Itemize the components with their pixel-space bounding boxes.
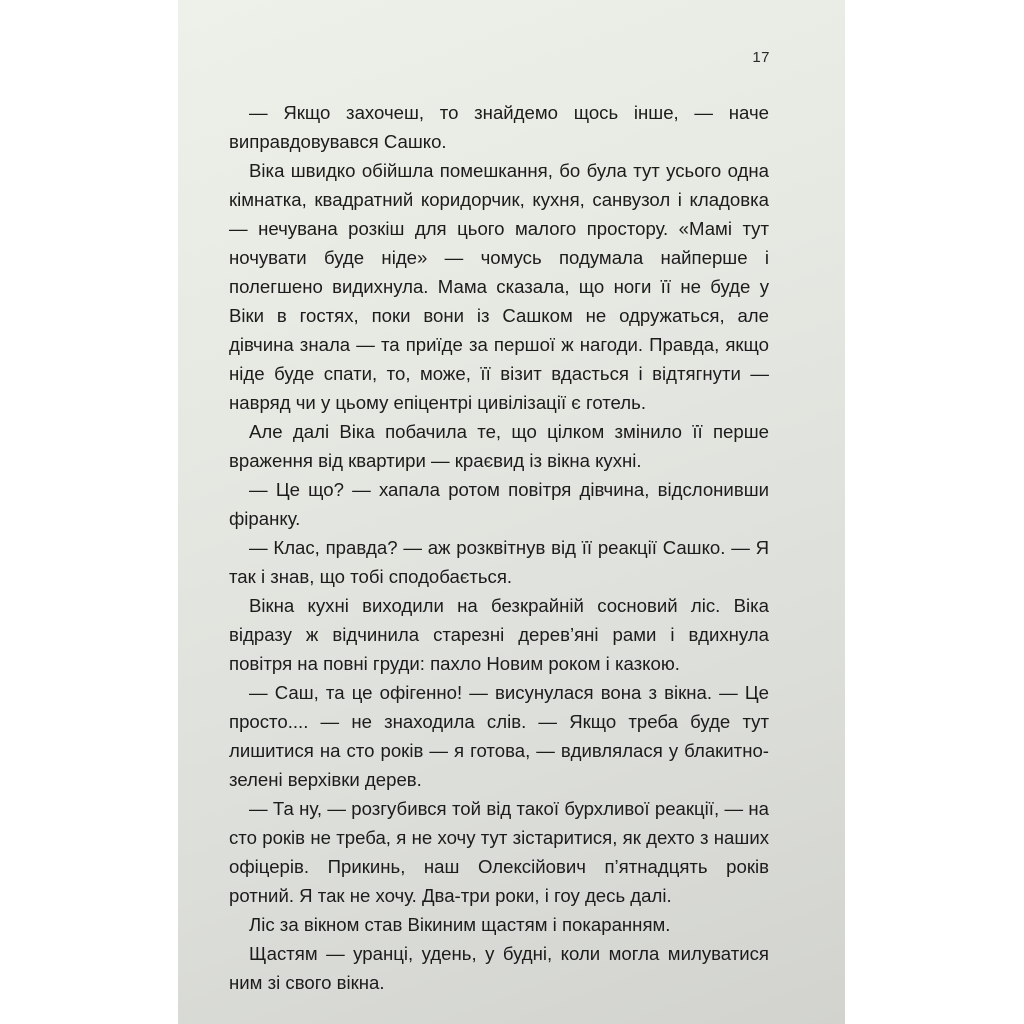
book-page: [178, 0, 845, 1024]
paragraph: Але далі Віка побачила те, що цілком змінило її перше враження від квартири — краєвид із вікна кухні.: [229, 421, 769, 471]
paragraph: Щастям — уранці, удень, у будні, коли могла милуватися ним зі свого вікна.: [229, 943, 769, 993]
body-text: [229, 98, 769, 997]
paragraph: Віка швидко обійшла помешкання, бо була тут усього одна кімнатка, квадратний коридорчик, кухня, санвузол і кладовка — нечувана розкіш для цього малого простору. «Мамі тут ночувати буде ніде» — чомусь подумала найперше і полегшено видихнула. Мама сказала, що ноги її не буде у Віки в гостях, поки вони із Сашком не одружаться, але дівчина знала — та приїде за першої ж нагоди. Правда, якщо ніде буде спати, то, може, її візит вдасться і відтягнути — навряд чи у цьому епіцентрі цивілізації є готель.: [229, 160, 769, 413]
paragraph: — Це що? — хапала ротом повітря дівчина, відслонивши фіранку.: [229, 479, 769, 529]
paragraph: — Клас, правда? — аж розквітнув від її реакції Сашко. — Я так і знав, що тобі сподобається.: [229, 537, 769, 587]
paragraph: Ліс за вікном став Вікиним щастям і покаранням.: [249, 914, 671, 935]
paragraph: — Та ну, — розгубився той від такої бурхливої реакції, — на сто років не треба, я не хочу тут зістаритися, як дехто з наших офіцерів. Прикинь, наш Олексійович п’ятнадцять років ротний. Я так не хочу. Два-три роки, і гоу десь далі.: [229, 798, 769, 906]
paragraph: Вікна кухні виходили на безкрайній сосновий ліс. Віка відразу ж відчинила старезні дерев’яні рами і вдихнула повітря на повні груди: пахло Новим роком і казкою.: [229, 595, 769, 674]
paragraph: — Якщо захочеш, то знайдемо щось інше, — наче виправдовувався Сашко.: [229, 102, 769, 152]
paragraph: — Саш, та це офігенно! — висунулася вона з вікна. — Це просто.... — не знаходила слів. — Якщо треба буде тут лишитися на сто років — я готова, — вдивлялася у блакитно-зелені верхівки дерев.: [229, 682, 769, 790]
page-number: 17: [752, 49, 770, 66]
